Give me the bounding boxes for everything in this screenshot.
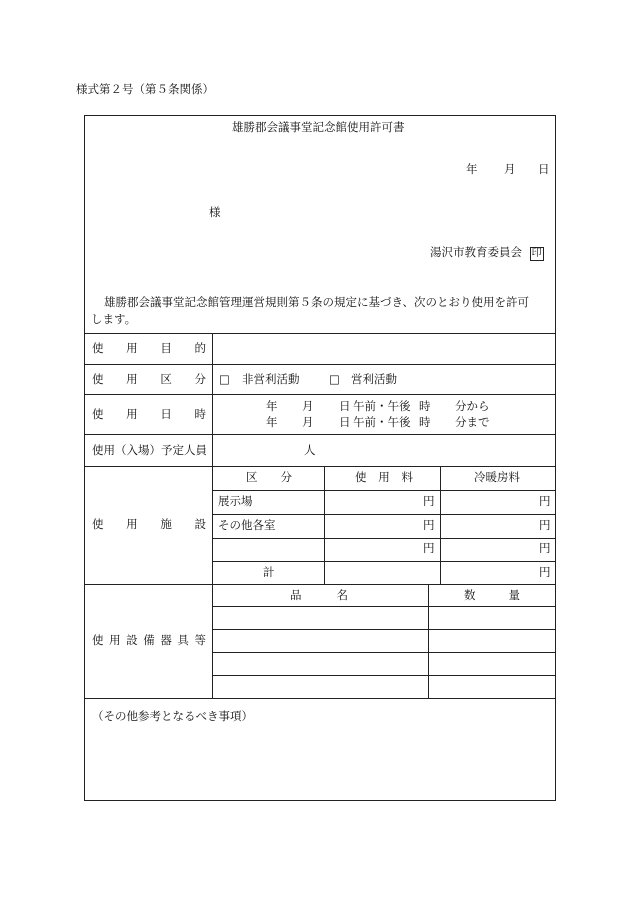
rule-eq-row3 [212,675,556,676]
equipment-header-item: 品 名 [290,588,348,602]
category-profit-label: 営利活動 [351,372,397,386]
rule-fac-header [212,490,556,491]
category-profit-checkbox[interactable]: □ [329,372,340,386]
facilities-header-fee: 使 用 料 [355,470,413,484]
rule-equipment-end [84,698,556,699]
form-title: 雄勝郡会議事堂記念館使用許可書 [232,120,405,134]
attendance-unit[interactable]: 人 [304,443,316,457]
rule-top-table [84,333,556,334]
rule-label-column [212,333,213,698]
rule-eq-row1 [212,629,556,630]
attendance-label: 使用（入場）予定人員 [92,443,207,457]
facilities-header-ac-fee: 冷暖房料 [474,470,520,484]
rule-eq-row2 [212,652,556,653]
category-label: 使 用 区 分 [92,372,206,386]
category-nonprofit-checkbox[interactable]: □ [219,372,230,386]
datetime-from-line[interactable]: 年 月 日 午前・午後 時 分から [266,399,490,413]
facilities-total-label: 計 [263,565,275,579]
rule-fac-row3 [212,561,556,562]
category-nonprofit-label: 非営利活動 [242,372,300,386]
rule-eq-col [428,584,429,698]
rule-fac-col2 [440,466,441,584]
datetime-until-line[interactable]: 年 月 日 午前・午後 時 分まで [266,415,490,429]
purpose-label: 使 用 目 的 [92,341,206,355]
notes-input[interactable] [86,728,554,798]
rule-category [84,394,556,395]
equipment-header-quantity: 数 量 [464,588,520,602]
date-day: 日 [538,162,550,176]
datetime-label: 使 用 日 時 [92,407,206,421]
seal-mark: 印 [531,248,542,259]
facility-row-2-name: その他各室 [218,518,276,532]
equipment-label: 使 用 設 備 器 具 等 [92,633,206,647]
facilities-label: 使 用 施 設 [92,517,206,531]
rule-fac-col1 [324,466,325,584]
facility-row-1-ac-unit[interactable]: 円 [539,494,551,508]
facility-row-3-fee-unit[interactable]: 円 [423,541,435,555]
facility-row-3-ac-unit[interactable]: 円 [539,541,551,555]
issuer-name [430,247,544,261]
facilities-header-category: 区 分 [246,470,292,484]
rule-fac-row1 [212,514,556,515]
rule-datetime [84,434,556,435]
facility-row-2-ac-unit[interactable]: 円 [539,518,551,532]
permit-body-line2: します。 [91,312,137,326]
rule-eq-header [212,606,556,607]
rule-fac-row2 [212,538,556,539]
notes-label: （その他参考となるべき事項） [92,709,253,723]
facility-row-1-fee-unit[interactable]: 円 [423,494,435,508]
facilities-total-unit[interactable]: 円 [539,565,551,579]
facility-row-1-name: 展示場 [218,494,253,508]
rule-attendance [84,466,556,467]
date-year: 年 [466,162,478,176]
rule-purpose [84,364,556,365]
form-number: 様式第２号（第５条関係） [76,82,214,96]
date-month: 月 [504,162,516,176]
permit-body-line1: 雄勝郡会議事堂記念館管理運営規則第５条の規定に基づき、次のとおり使用を許可 [104,295,530,309]
facility-row-2-fee-unit[interactable]: 円 [423,518,435,532]
purpose-input[interactable] [214,335,554,362]
issuer-text: 湯沢市教育委員会 [430,245,522,259]
addressee-field[interactable]: 様 [209,205,221,219]
rule-facilities-end [84,584,556,585]
